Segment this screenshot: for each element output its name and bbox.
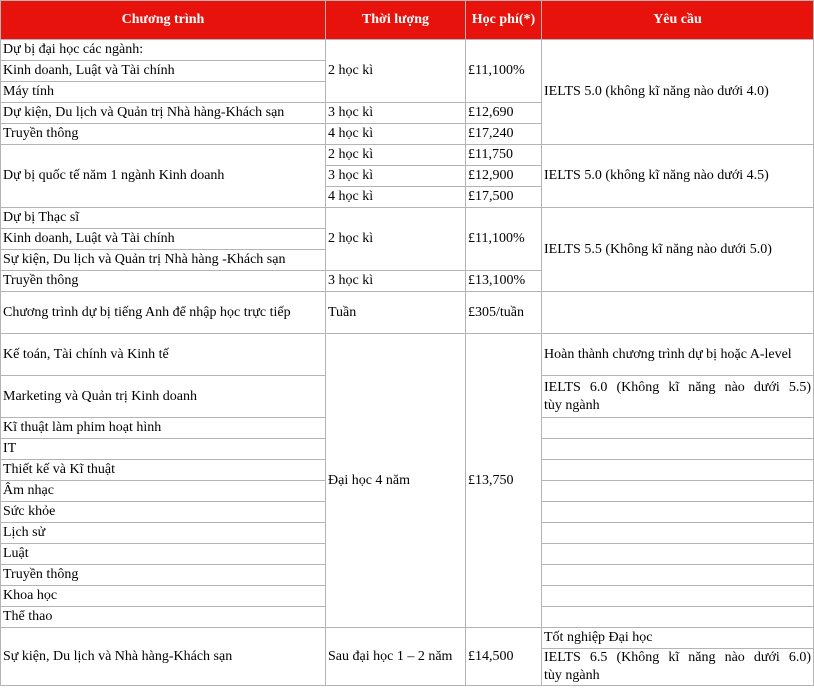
fee-cell: £305/tuần [466, 292, 542, 334]
requirement-cell [542, 649, 814, 686]
requirement-cell: IELTS 5.5 (Không kĩ năng nào dưới 5.0) [542, 208, 814, 292]
duration-cell: 4 học kì [326, 187, 466, 208]
requirement-cell [542, 460, 814, 481]
program-cell: Truyền thông [1, 124, 326, 145]
program-cell: Dự kiện, Du lịch và Quản trị Nhà hàng-Khách sạn [1, 103, 326, 124]
requirement-cell [542, 292, 814, 334]
program-cell: IT [1, 439, 326, 460]
program-cell: Thể thao [1, 607, 326, 628]
table-row [1, 40, 814, 61]
program-cell: Kế toán, Tài chính và Kinh tế [1, 334, 326, 376]
program-cell: Truyền thông [1, 565, 326, 586]
duration-cell: 2 học kì [326, 145, 466, 166]
duration-cell: 3 học kì [326, 103, 466, 124]
program-cell: Thiết kế và Kĩ thuật [1, 460, 326, 481]
requirement-cell [542, 418, 814, 439]
program-cell: Lịch sử [1, 523, 326, 544]
program-cell: Âm nhạc [1, 481, 326, 502]
program-cell: Chương trình dự bị tiếng Anh để nhập học trực tiếp [1, 292, 326, 334]
requirement-line: tùy ngành [544, 668, 600, 683]
requirement-cell [542, 544, 814, 565]
requirement-cell [542, 607, 814, 628]
header-fee: Học phí(*) [466, 1, 542, 40]
fee-cell: £13,750 [466, 334, 542, 628]
program-cell: Kinh doanh, Luật và Tài chính [1, 61, 326, 82]
requirement-cell [542, 523, 814, 544]
fee-cell: £17,500 [466, 187, 542, 208]
program-cell: Kĩ thuật làm phim hoạt hình [1, 418, 326, 439]
duration-cell: 3 học kì [326, 271, 466, 292]
program-cell: Marketing và Quản trị Kinh doanh [1, 376, 326, 418]
requirement-cell: IELTS 5.0 (không kĩ năng nào dưới 4.0) [542, 40, 814, 145]
fee-cell: £12,690 [466, 103, 542, 124]
program-cell: Truyền thông [1, 271, 326, 292]
requirement-line: IELTS 6.5 (Không kĩ năng nào dưới 6.0) [544, 650, 811, 665]
requirement-cell [542, 376, 814, 418]
program-cell: Luật [1, 544, 326, 565]
requirement-cell: Tốt nghiệp Đại học [542, 628, 814, 649]
table-row [1, 145, 814, 166]
requirement-line: tùy ngành [544, 397, 600, 413]
requirement-cell [542, 502, 814, 523]
fee-cell: £14,500 [466, 628, 542, 686]
program-cell: Dự bị quốc tế năm 1 ngành Kinh doanh [1, 145, 326, 208]
duration-cell: 3 học kì [326, 166, 466, 187]
requirement-cell [542, 565, 814, 586]
program-cell: Sự kiện, Du lịch và Nhà hàng-Khách sạn [1, 628, 326, 686]
program-cell: Khoa học [1, 586, 326, 607]
header-duration: Thời lượng [326, 1, 466, 40]
duration-cell: Đại học 4 năm [326, 334, 466, 628]
program-cell: Dự bị đại học các ngành: [1, 40, 326, 61]
duration-cell: 2 học kì [326, 40, 466, 103]
program-cell: Dự bị Thạc sĩ [1, 208, 326, 229]
program-cell: Kinh doanh, Luật và Tài chính [1, 229, 326, 250]
duration-cell: 2 học kì [326, 208, 466, 271]
duration-cell: Sau đại học 1 – 2 năm [326, 628, 466, 686]
requirement-cell [542, 439, 814, 460]
program-cell: Sự kiện, Du lịch và Quản trị Nhà hàng -Khách sạn [1, 250, 326, 271]
requirement-cell [542, 586, 814, 607]
fee-cell: £13,100% [466, 271, 542, 292]
requirement-cell: Hoàn thành chương trình dự bị hoặc A-level [542, 334, 814, 376]
fee-cell: £11,100% [466, 40, 542, 103]
header-row [1, 1, 814, 40]
table-row [1, 334, 814, 376]
requirement-cell [542, 481, 814, 502]
table-row [1, 208, 814, 229]
fee-cell: £11,750 [466, 145, 542, 166]
program-cell: Sức khỏe [1, 502, 326, 523]
requirement-cell: IELTS 5.0 (không kĩ năng nào dưới 4.5) [542, 145, 814, 208]
program-cell: Máy tính [1, 82, 326, 103]
requirement-line: IELTS 6.0 (Không kĩ năng nào dưới 5.5) [544, 379, 811, 395]
header-program: Chương trình [1, 1, 326, 40]
fee-cell: £12,900 [466, 166, 542, 187]
duration-cell: Tuần [326, 292, 466, 334]
fee-cell: £17,240 [466, 124, 542, 145]
table-row [1, 292, 814, 334]
duration-cell: 4 học kì [326, 124, 466, 145]
header-requirement: Yêu cầu [542, 1, 814, 40]
fee-cell: £11,100% [466, 208, 542, 271]
table-row [1, 628, 814, 649]
